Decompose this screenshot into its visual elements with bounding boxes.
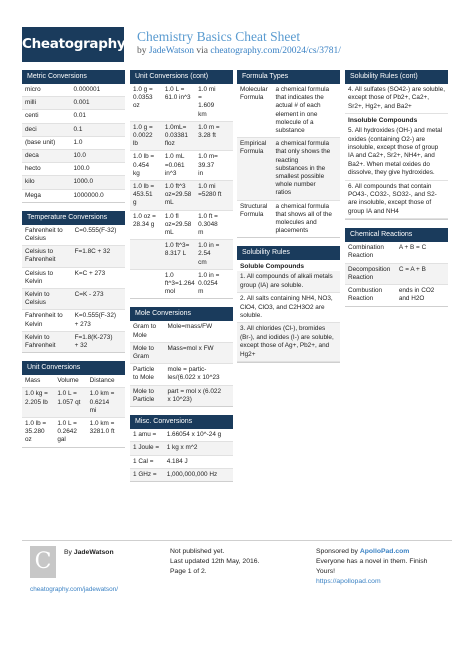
sponsor-text: Everyone has a novel in them. Finish Yours! <box>316 558 428 575</box>
table-row <box>22 150 125 163</box>
cell: 1.0 oz = 28.34 g <box>133 212 156 228</box>
cell: Mega <box>25 191 41 199</box>
table-row <box>22 124 125 137</box>
solubility-cont-body <box>345 84 448 220</box>
table-row-header <box>22 375 125 388</box>
section-title: Formula Types <box>237 70 340 84</box>
cell: deci <box>25 125 37 133</box>
cell: 1 GHz = <box>133 470 157 478</box>
section-title: Chemical Reactions <box>345 228 448 242</box>
table-row <box>130 240 233 270</box>
cell: 1.0 ft = 0.3048 m <box>198 212 218 237</box>
table-row <box>130 122 233 152</box>
cell: C=K - 273 <box>74 291 104 299</box>
table-row <box>237 138 340 200</box>
footer-by-label: By <box>64 549 74 556</box>
cell: 1.0 lb = 35.280 oz <box>25 420 47 444</box>
rule-4: 4. All sulfates (SO42-) are soluble, except those of Pb2+, Ca2+, Sr2+, Hg2+, and Ba2+ <box>345 84 448 114</box>
misc-table <box>130 429 233 482</box>
unit-cont-table <box>130 84 233 299</box>
cell: Molecular Formula <box>240 86 268 102</box>
cell: 1.0 mi =5280 ft <box>198 183 222 199</box>
cell: Celsius to Fahrenheit <box>25 248 56 264</box>
cell: Volume <box>57 377 79 385</box>
table-row <box>130 386 233 406</box>
cell: 100.0 <box>73 165 90 173</box>
table-row <box>22 110 125 123</box>
formula-table <box>237 84 340 238</box>
cell: 4.184 J <box>166 457 188 465</box>
unit-conversions-cont-section <box>130 70 233 299</box>
cell: 1.0 ft^3 oz=29.58 mL <box>164 183 192 207</box>
solubility-rules-section <box>237 246 340 363</box>
cell: 1.0 km = 3281.0 ft <box>89 420 115 436</box>
cell <box>133 272 165 297</box>
table-row <box>22 190 125 202</box>
section-title: Mole Conversions <box>130 307 233 321</box>
temperature-conversions-section <box>22 211 125 353</box>
cell: 1.0 ft^3= 8.317 L <box>164 242 190 258</box>
cell: Mole to Particle <box>133 387 155 403</box>
rule-5: 5. All hydroxides (OH-) and metal oxides (containing O2-) are insoluble, except those of group IA and Ca2+, Sr2+, NH4+, and Ba2+. When metal oxides do dissolve, they give hydroxides. <box>345 125 448 180</box>
table-row <box>22 84 125 97</box>
cell: 1 Joule = <box>133 444 160 452</box>
cell <box>133 242 165 267</box>
metric-table <box>22 84 125 203</box>
cell: 1000.0 <box>73 178 94 186</box>
section-title: Solubility Rules <box>237 246 340 260</box>
section-title: Temperature Conversions <box>22 211 125 225</box>
cell: mole = partic- les/(6.022 x 10^23 <box>167 366 220 382</box>
sponsor-prefix: Sponsored by <box>316 548 360 555</box>
table-row <box>22 97 125 110</box>
temperature-table <box>22 225 125 353</box>
cell: Particle to Mole <box>133 366 155 382</box>
cell: 1.0 kg = 2.205 lb <box>25 390 48 406</box>
cell: Structural Formula <box>240 202 268 218</box>
cell: 1.66054 x 10^-24 g <box>166 431 222 439</box>
table-row <box>130 181 233 211</box>
rule-1: 1. All compounds of alkali metals group (IA) are soluble. <box>237 271 340 293</box>
cell: milli <box>25 99 37 107</box>
cell: 0.1 <box>73 125 83 133</box>
cell: Combination Reaction <box>348 244 384 260</box>
byline <box>137 46 341 56</box>
avatar: C <box>30 546 56 578</box>
byline-prefix: by <box>137 46 149 56</box>
cell: 1.0 <box>73 138 83 146</box>
table-row <box>22 176 125 189</box>
table-row <box>22 418 125 447</box>
misc-conversions-section <box>130 415 233 482</box>
cell: C = A + B <box>398 265 426 273</box>
column-4 <box>345 70 448 315</box>
table-row <box>22 310 125 331</box>
page-number: Page 1 of 2. <box>170 568 207 575</box>
table-row <box>345 264 448 285</box>
cell: part = mol x (6.022 x 10^23) <box>167 387 222 403</box>
cell: 1 kg x m^2 <box>166 444 198 452</box>
last-updated: Last updated 12th May, 2016. <box>170 558 260 565</box>
cell: ends in CO2 and H2O <box>398 287 435 303</box>
cell: 1.0 ft^3=1.264 mol <box>164 271 195 296</box>
cell: 1.0 in = 0.0254 m <box>198 271 220 296</box>
cell: K=C + 273 <box>74 269 106 277</box>
section-title: Solubility Rules (cont) <box>345 70 448 84</box>
rule-3: 3. All chlorides (Cl-), bromides (Br-), and iodides (I-) are soluble, except those of Ag+, Pb2+, and Hg2+ <box>237 323 340 362</box>
table-row <box>130 151 233 181</box>
cell: 1.0 fl oz=29.58 mL <box>164 212 192 237</box>
rule-6: 6. All compounds that contain PO43-, CO32-, SO32-, and S2- are insoluble, except those of group IA and NH4 <box>345 181 448 220</box>
cell: Mole=mass/FW <box>167 323 213 331</box>
footer-author-url[interactable]: cheatography.com/jadewatson/ <box>30 586 118 593</box>
sponsor-url[interactable]: https://apollopad.com <box>316 578 381 585</box>
cell: hecto <box>25 165 41 173</box>
cell: C=0.555(F-32) <box>74 226 117 234</box>
sheet-url-link[interactable]: cheatography.com/20024/cs/3781/ <box>210 46 341 56</box>
cell: a chemical formula that only shows the reacting substances in the smallest possible whole number ratios <box>275 140 331 197</box>
cell: Gram to Mole <box>133 323 157 339</box>
table-row <box>130 211 233 241</box>
cell: K=0.555(F-32) + 273 <box>74 312 117 328</box>
cell: 1.0 m= 39.37 in <box>198 153 218 177</box>
table-row <box>130 270 233 299</box>
cell: Mass <box>25 377 41 385</box>
table-row <box>22 289 125 310</box>
cell: 1.0 lb = 0.454 kg <box>133 153 155 177</box>
unit-conversions-section <box>22 361 125 447</box>
formula-types-section <box>237 70 340 238</box>
table-row <box>130 456 233 469</box>
solubility-body <box>237 260 340 363</box>
cell: 1.0 L = 61.0 in^3 <box>164 86 191 102</box>
table-row <box>130 84 233 122</box>
subheading: Soluble Compounds <box>240 263 305 271</box>
cell: 10.0 <box>73 152 86 160</box>
cell: 1 amu = <box>133 431 157 439</box>
table-row <box>22 332 125 352</box>
table-row <box>22 388 125 418</box>
cell: Fahrenheit to Kelvin <box>25 312 63 328</box>
cell: deca <box>25 152 39 160</box>
unit-table <box>22 375 125 447</box>
cell: Kelvin to Celsius <box>25 291 50 307</box>
footer <box>22 540 452 610</box>
cell: (base unit) <box>25 138 56 146</box>
author-link[interactable]: JadeWatson <box>148 46 195 56</box>
cell: 0.000001 <box>73 86 101 93</box>
table-row <box>345 242 448 263</box>
section-title: Unit Conversions <box>22 361 125 375</box>
cell: 1.0 L = 0.2642 gal <box>57 420 77 444</box>
cell: Celsius to Kelvin <box>25 269 54 285</box>
cell: Kelvin to Fahrenheit <box>25 333 56 350</box>
cell: kilo <box>25 178 35 186</box>
cell: Mass=mol x FW <box>167 344 214 352</box>
table-row <box>130 469 233 481</box>
header <box>22 27 452 65</box>
metric-conversions-section <box>22 70 125 203</box>
section-title: Misc. Conversions <box>130 415 233 429</box>
published-status: Not published yet. <box>170 548 225 555</box>
cell: centi <box>25 112 39 120</box>
cell: 1000000.0 <box>73 191 104 199</box>
cell: 1.0mL= 0.03381 floz <box>164 123 188 148</box>
table-row <box>237 201 340 238</box>
column-3 <box>237 70 340 371</box>
section-title: Unit Conversions (cont) <box>130 70 233 84</box>
table-row <box>345 285 448 305</box>
table-row <box>130 429 233 442</box>
cell: Mole to Gram <box>133 344 154 361</box>
cell: 1.0 in = 2.54 cm <box>198 242 220 266</box>
page-title: Chemistry Basics Cheat Sheet <box>137 29 301 44</box>
cell: 1 Cal = <box>133 457 154 465</box>
subheading: Insoluble Compounds <box>348 117 418 125</box>
cell: a chemical formula that indicates the actual # of each element in one molecule of a substance <box>275 86 330 135</box>
cell: 1.0 g = 0.0353 oz <box>133 86 153 110</box>
table-row <box>130 442 233 455</box>
column-1 <box>22 70 125 456</box>
table-row <box>130 343 233 364</box>
table-row <box>22 225 125 246</box>
cell: F=1.8(K-273) + 32 <box>74 333 113 350</box>
byline-via: via <box>194 46 211 56</box>
table-row <box>130 364 233 385</box>
table-row <box>130 321 233 342</box>
cell: Combustion Reaction <box>348 287 383 303</box>
footer-sponsor <box>316 547 446 587</box>
cell: 1.0 L = 1.057 qt <box>57 390 81 406</box>
sponsor-link[interactable]: ApolloPad.com <box>359 548 410 555</box>
mole-conversions-section <box>130 307 233 407</box>
cell: a chemical formula that shows all of the molecules and placements <box>275 202 332 235</box>
chemical-reactions-table <box>345 242 448 306</box>
table-row <box>22 137 125 150</box>
cell: 1.0 g = 0.0022 lb <box>133 123 153 148</box>
cell: 1.0 mL =0.061 in^3 <box>164 153 185 177</box>
column-2 <box>130 70 233 490</box>
cell: 1.0 km = 0.6214 mi <box>89 390 115 414</box>
section-title: Metric Conversions <box>22 70 125 84</box>
solubility-rules-cont-section <box>345 70 448 220</box>
footer-author <box>64 549 114 556</box>
cell: Fahrenheit to Celsius <box>25 226 63 243</box>
cell: A + B = C <box>398 244 427 252</box>
cell: Decomposition Reaction <box>348 265 391 281</box>
footer-meta <box>170 547 259 577</box>
cell: 1.0 lb = 453.51 g <box>133 183 155 207</box>
cell: Distance <box>89 377 115 385</box>
cell: 1.0 mi = 1.609 km <box>198 86 216 118</box>
cell: 1,000,000,000 Hz <box>166 470 218 478</box>
table-row <box>22 163 125 176</box>
mole-table <box>130 321 233 407</box>
cheatography-logo[interactable]: Cheatography <box>22 27 124 62</box>
rule-2: 2. All salts containing NH4, NO3, ClO4, ClO3, and C2H3O2 are soluble. <box>237 293 340 323</box>
cell: 1.0 m = 3.28 ft <box>198 123 220 140</box>
cell: 0.01 <box>73 112 86 120</box>
table-row <box>22 246 125 267</box>
footer-author-name[interactable]: JadeWatson <box>73 549 114 556</box>
table-row <box>22 268 125 289</box>
cell: micro <box>25 86 41 93</box>
cell: 0.001 <box>73 99 90 107</box>
chemical-reactions-section <box>345 228 448 306</box>
cell: F=1.8C + 32 <box>74 248 111 256</box>
cell: Empirical Formula <box>240 140 267 156</box>
table-row <box>237 84 340 138</box>
